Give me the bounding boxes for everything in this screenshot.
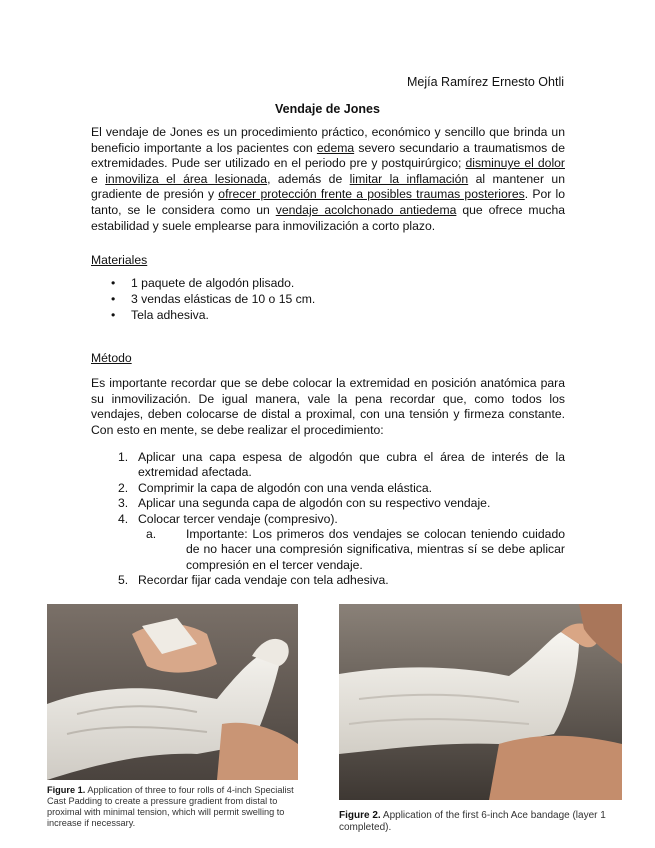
list-item: • Tela adhesiva. <box>91 307 315 323</box>
step-number: 4. <box>118 511 129 526</box>
step-text: Importante: Los primeros dos vendajes se colocan teniendo cuidado de no hacer una compresión significativa, mientras sí se debe aplicar compresión en el tercer vendaje. <box>186 527 565 572</box>
list-item: • 1 paquete de algodón plisado. <box>91 275 315 291</box>
intro-underlined: disminuye el dolor <box>465 156 565 171</box>
figure-1-photo <box>47 604 298 780</box>
sub-step <box>138 527 565 573</box>
intro-underlined: limitar la inflamación <box>349 171 469 186</box>
step-number: 2. <box>118 480 129 495</box>
intro-text: al mantener un gradiente de presión y <box>91 171 565 202</box>
step-number: a. <box>146 527 157 542</box>
materials-heading: Materiales <box>91 253 148 267</box>
step-number: 1. <box>118 450 129 464</box>
intro-text: e <box>91 171 106 186</box>
step-text: Comprimir la capa de algodón con una venda elástica. <box>138 480 433 495</box>
list-item: • 3 vendas elásticas de 10 o 15 cm. <box>91 291 315 307</box>
intro-text: severo secundario a traumatismos de extremidades. Pude ser utilizado en el periodo pre y postquirúrgico; <box>91 140 565 171</box>
intro-text: El vendaje de Jones es un procedimiento práctico, económico y sencillo que brinda un beneficio importante a los pacientes con <box>91 125 565 155</box>
list-item <box>110 512 565 574</box>
figure-caption-text: Application of three to four rolls of 4-inch Specialist Cast Padding to create a pressure gradient from distal to proximal with minimal tension, which will permit swelling to increase if necessary. <box>47 785 294 828</box>
figure-label: Figure 2. <box>339 810 381 821</box>
intro-underlined: ofrecer protección frente a posibles traumas posteriores <box>218 187 525 202</box>
figure-2-caption <box>339 810 624 834</box>
list-item <box>110 481 565 496</box>
figure-caption-text: Application of the first 6-inch Ace bandage (layer 1 completed). <box>339 810 606 833</box>
intro-underlined: vendaje acolchonado antiedema <box>275 202 457 217</box>
figure-1-caption <box>47 785 302 829</box>
intro-paragraph <box>91 125 565 234</box>
step-number: 5. <box>118 573 129 588</box>
intro-text: , además de <box>267 171 350 186</box>
figure-2-photo <box>339 604 622 800</box>
step-text: Colocar tercer vendaje (compresivo). <box>138 511 338 526</box>
steps-list <box>110 450 565 589</box>
list-item <box>110 496 565 511</box>
step-text: Aplicar una capa espesa de algodón que cubra el área de interés de la extremidad afectada. <box>138 450 565 480</box>
intro-text: que ofrece mucha estabilidad y suele emplearse para inmovilización a corto plazo. <box>91 202 566 233</box>
bandaged-leg-illustration <box>47 604 298 780</box>
intro-text: . Por lo tanto, se le considera como un <box>91 187 565 217</box>
method-heading: Método <box>91 351 132 365</box>
intro-underlined: edema <box>316 140 355 155</box>
list-item <box>110 450 565 481</box>
figure-label: Figure 1. <box>47 785 86 795</box>
step-text: Aplicar una segunda capa de algodón con su respectivo vendaje. <box>138 496 491 511</box>
list-item <box>110 573 565 588</box>
document-title: Vendaje de Jones <box>275 102 380 116</box>
elastic-bandage-illustration <box>339 604 622 800</box>
materials-list <box>91 275 315 323</box>
step-text: Recordar fijar cada vendaje con tela adhesiva. <box>138 573 389 588</box>
method-paragraph: Es importante recordar que se debe colocar la extremidad en posición anatómica para su inmovilización. De igual manera, vale la pena recordar que, como todos los vendajes, deben colocarse de distal a proximal, con una tensión y firmeza constante. Con esto en mente, se debe realizar el procedimiento: <box>91 376 565 437</box>
step-number: 3. <box>118 496 129 511</box>
intro-underlined: inmoviliza el área lesionada <box>105 171 268 186</box>
author-name: Mejía Ramírez Ernesto Ohtli <box>407 75 564 89</box>
